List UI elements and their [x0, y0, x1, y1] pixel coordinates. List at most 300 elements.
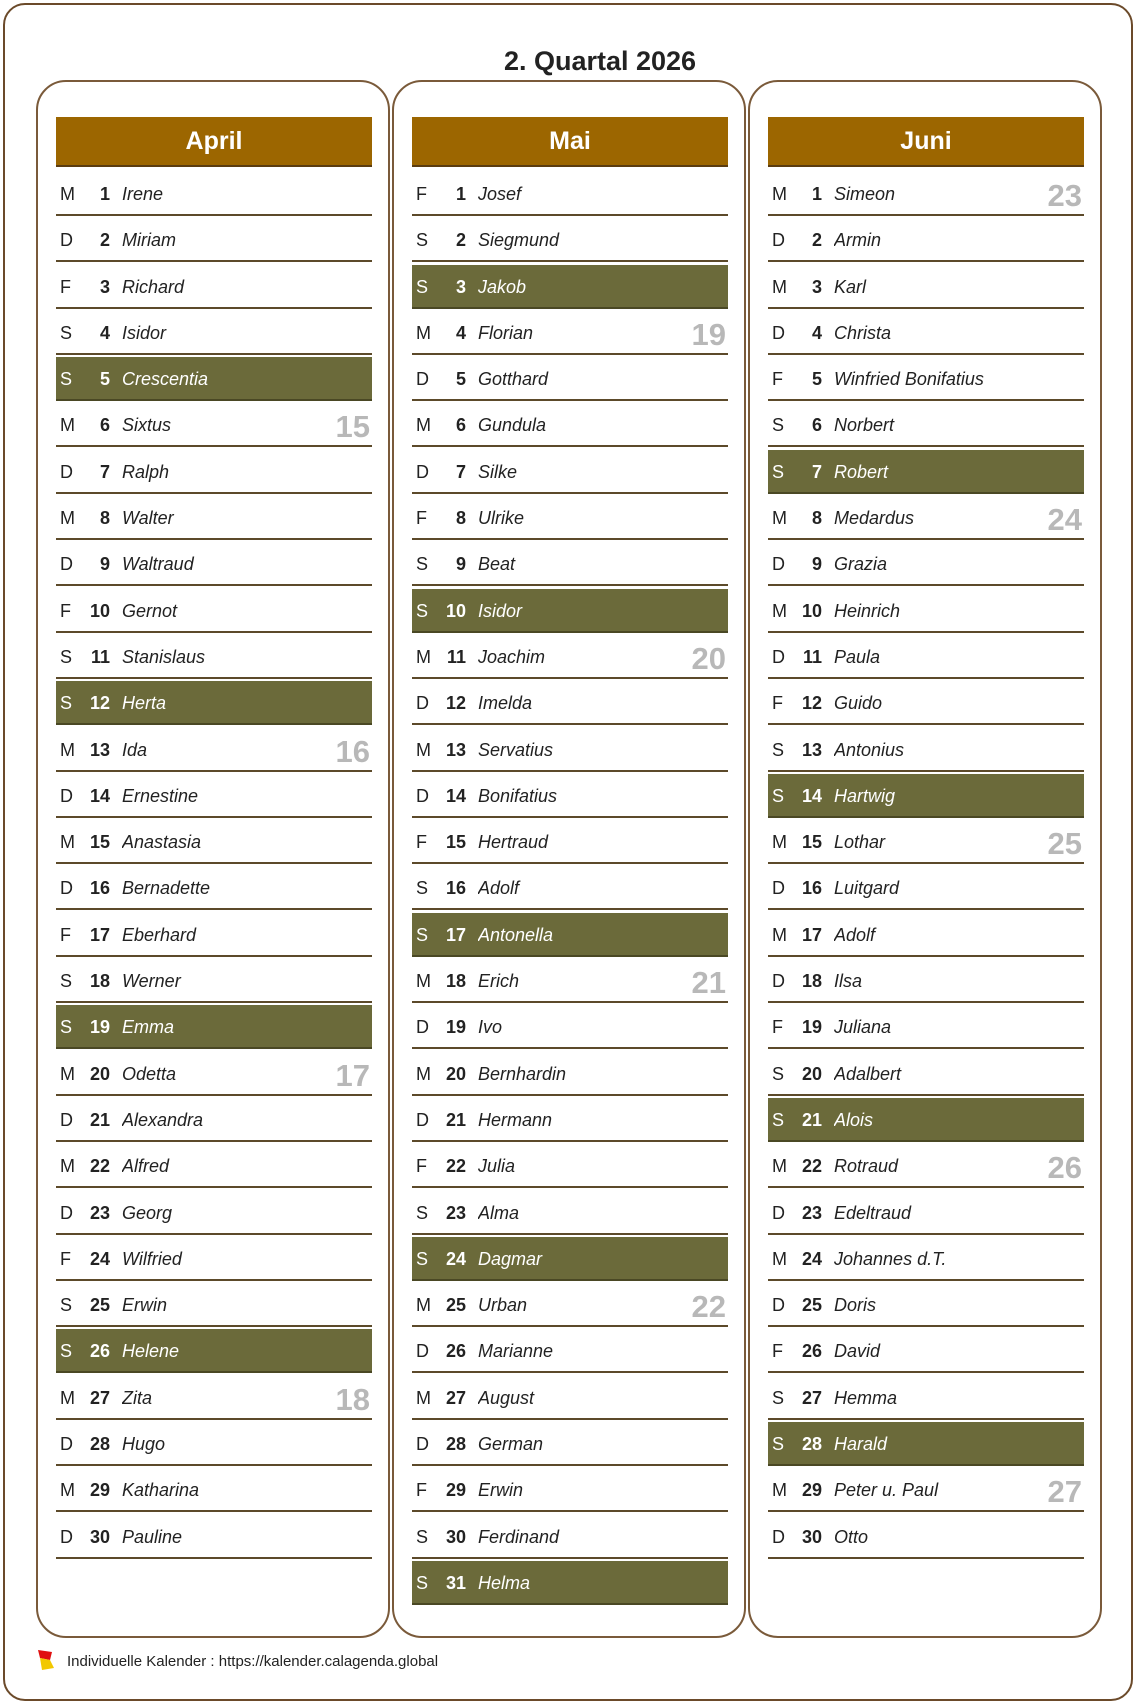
- day-row: [412, 218, 728, 262]
- weekday-letter: D: [60, 461, 73, 482]
- day-row-weekend: [768, 1422, 1084, 1466]
- weekday-letter: S: [60, 971, 73, 992]
- day-number: 28: [89, 1434, 110, 1455]
- week-number: 19: [691, 316, 726, 352]
- day-row: [768, 728, 1084, 772]
- day-number: 29: [445, 1480, 466, 1501]
- day-row-weekend: [56, 1329, 372, 1373]
- name-day: Silke: [478, 461, 518, 482]
- day-number: 10: [445, 600, 466, 621]
- week-number: 26: [1047, 1150, 1082, 1186]
- day-number: 19: [445, 1017, 466, 1038]
- weekday-letter: D: [772, 646, 785, 667]
- day-number: 18: [801, 971, 822, 992]
- weekday-letter: M: [772, 276, 787, 297]
- day-number: 13: [801, 739, 822, 760]
- day-row: [768, 1468, 1084, 1512]
- day-number: 11: [802, 646, 822, 667]
- day-number: 4: [811, 322, 822, 343]
- weekday-letter: F: [772, 1341, 783, 1362]
- day-number: 23: [801, 1202, 822, 1223]
- weekday-letter: D: [60, 1526, 73, 1547]
- name-day: Crescentia: [122, 369, 209, 390]
- weekday-letter: S: [772, 739, 785, 760]
- weekday-letter: F: [416, 508, 427, 529]
- name-day: Harald: [834, 1434, 888, 1455]
- day-row: [768, 1191, 1084, 1235]
- name-day: Medardus: [834, 508, 915, 529]
- day-number: 22: [89, 1156, 110, 1177]
- weekday-letter: M: [416, 1063, 431, 1084]
- day-row: [768, 265, 1084, 309]
- day-number: 19: [801, 1017, 822, 1038]
- day-row: [768, 1052, 1084, 1096]
- week-number: 23: [1047, 178, 1082, 213]
- day-row: [56, 172, 372, 216]
- day-number: 9: [455, 554, 466, 575]
- day-row: [56, 450, 372, 494]
- name-day: Peter u. Paul: [834, 1480, 939, 1501]
- day-row: [768, 1283, 1084, 1327]
- weekday-letter: S: [60, 322, 73, 343]
- day-number: 19: [89, 1017, 110, 1038]
- name-day: Florian: [478, 322, 534, 343]
- day-number: 21: [445, 1109, 466, 1130]
- weekday-letter: M: [772, 184, 787, 204]
- name-day: Miriam: [122, 230, 176, 251]
- day-number: 25: [445, 1295, 466, 1316]
- name-day: Winfried Bonifatius: [834, 369, 984, 390]
- day-row: [56, 1191, 372, 1235]
- name-day: Zita: [122, 1387, 153, 1408]
- name-day: Emma: [122, 1017, 175, 1038]
- name-day: Bernhardin: [478, 1063, 567, 1084]
- name-day: Adolf: [834, 924, 876, 945]
- name-day: Alfred: [122, 1156, 170, 1177]
- name-day: Anastasia: [122, 832, 202, 853]
- day-row: [412, 681, 728, 725]
- weekday-letter: D: [60, 554, 73, 575]
- day-number: 8: [99, 508, 110, 529]
- name-day: Georg: [122, 1202, 173, 1223]
- week-number: 25: [1047, 826, 1082, 862]
- name-day: Gernot: [122, 600, 178, 621]
- day-list: [412, 172, 728, 1607]
- day-row: [56, 728, 372, 772]
- day-row: [412, 1329, 728, 1373]
- weekday-letter: F: [60, 276, 71, 297]
- name-day: David: [834, 1341, 881, 1362]
- day-row: [768, 1144, 1084, 1188]
- name-day: Bernadette: [122, 878, 211, 899]
- day-row: [56, 311, 372, 355]
- weekday-letter: D: [416, 1109, 429, 1130]
- name-day: Hugo: [122, 1434, 166, 1455]
- name-day: Sixtus: [122, 415, 172, 436]
- weekday-letter: D: [772, 230, 785, 251]
- weekday-letter: S: [60, 693, 73, 714]
- month-header: April: [56, 117, 372, 165]
- calagenda-logo-icon: [38, 1650, 56, 1670]
- name-day: Edeltraud: [834, 1202, 912, 1223]
- day-row: [768, 866, 1084, 910]
- day-row: [768, 172, 1084, 216]
- name-day: Alois: [834, 1109, 874, 1130]
- weekday-letter: D: [416, 369, 429, 390]
- day-number: 1: [99, 184, 110, 204]
- name-day: Odetta: [122, 1063, 177, 1084]
- weekday-letter: S: [416, 276, 429, 297]
- day-row: [412, 1098, 728, 1142]
- weekday-letter: M: [60, 739, 75, 760]
- name-day: Erwin: [122, 1295, 168, 1316]
- day-number: 17: [445, 924, 466, 945]
- weekday-letter: M: [60, 184, 75, 204]
- month-header: Mai: [412, 117, 728, 165]
- day-row: [56, 589, 372, 633]
- day-row: [412, 866, 728, 910]
- name-day: Katharina: [122, 1480, 200, 1501]
- name-day: Ida: [122, 739, 148, 760]
- weekday-letter: S: [416, 1526, 429, 1547]
- day-row: [56, 1052, 372, 1096]
- name-day: Ralph: [122, 461, 170, 482]
- weekday-letter: S: [772, 461, 785, 482]
- weekday-letter: S: [416, 1248, 429, 1269]
- name-day: Siegmund: [478, 230, 560, 251]
- day-number: 15: [445, 832, 466, 853]
- day-number: 20: [801, 1063, 822, 1084]
- day-row: [412, 450, 728, 494]
- day-number: 28: [801, 1434, 822, 1455]
- weekday-letter: S: [416, 554, 429, 575]
- day-number: 12: [89, 693, 110, 714]
- week-number: 20: [691, 640, 726, 676]
- name-day: Paula: [834, 646, 881, 667]
- day-number: 26: [445, 1341, 466, 1362]
- weekday-letter: F: [416, 832, 427, 853]
- day-number: 3: [455, 276, 466, 297]
- day-row: [768, 959, 1084, 1003]
- day-number: 17: [801, 924, 822, 945]
- name-day: Ernestine: [122, 785, 199, 806]
- weekday-letter: M: [416, 971, 431, 992]
- day-number: 28: [445, 1434, 466, 1455]
- name-day: Guido: [834, 693, 883, 714]
- day-row-weekend: [56, 1005, 372, 1049]
- day-row: [412, 1422, 728, 1466]
- name-day: Hemma: [834, 1387, 898, 1408]
- day-row: [56, 1237, 372, 1281]
- week-number: 17: [335, 1057, 370, 1093]
- day-row-weekend: [412, 913, 728, 957]
- day-row-weekend: [412, 1561, 728, 1605]
- name-day: Werner: [122, 971, 181, 992]
- month-column-juni: [748, 80, 1102, 1638]
- name-day: Robert: [834, 461, 889, 482]
- day-number: 6: [99, 415, 110, 436]
- weekday-letter: M: [60, 1387, 75, 1408]
- day-number: 20: [89, 1063, 110, 1084]
- day-number: 21: [89, 1109, 110, 1130]
- day-number: 7: [811, 461, 822, 482]
- day-row: [412, 357, 728, 401]
- day-number: 14: [89, 785, 110, 806]
- day-number: 9: [811, 554, 822, 575]
- name-day: Waltraud: [122, 554, 194, 575]
- name-day: Isidor: [122, 322, 167, 343]
- name-day: Luitgard: [834, 878, 900, 899]
- name-day: Rotraud: [834, 1156, 899, 1177]
- name-day: Marianne: [478, 1341, 554, 1362]
- weekday-letter: D: [416, 1434, 429, 1455]
- day-number: 16: [89, 878, 110, 899]
- name-day: Erich: [478, 971, 520, 992]
- name-day: Otto: [834, 1526, 869, 1547]
- day-number: 25: [801, 1295, 822, 1316]
- day-number: 25: [89, 1295, 110, 1316]
- name-day: German: [478, 1434, 544, 1455]
- weekday-letter: D: [772, 878, 785, 899]
- week-number: 16: [335, 733, 370, 769]
- weekday-letter: D: [416, 1017, 429, 1038]
- name-day: Armin: [834, 230, 882, 251]
- day-row: [412, 1191, 728, 1235]
- day-number: 31: [445, 1572, 466, 1593]
- name-day: Alma: [478, 1202, 520, 1223]
- day-row: [412, 542, 728, 586]
- week-number: 27: [1047, 1474, 1082, 1510]
- day-number: 16: [801, 878, 822, 899]
- weekday-letter: D: [60, 1434, 73, 1455]
- day-row-weekend: [56, 681, 372, 725]
- weekday-letter: S: [416, 924, 429, 945]
- weekday-letter: S: [772, 1434, 785, 1455]
- day-row: [412, 728, 728, 772]
- day-number: 29: [89, 1480, 110, 1501]
- week-number: 21: [691, 965, 726, 1001]
- day-row: [56, 1283, 372, 1327]
- weekday-letter: D: [416, 1341, 429, 1362]
- day-row: [412, 1005, 728, 1049]
- weekday-letter: F: [772, 369, 783, 390]
- weekday-letter: M: [60, 415, 75, 436]
- weekday-letter: D: [60, 1109, 73, 1130]
- weekday-letter: D: [772, 554, 785, 575]
- day-row: [412, 1283, 728, 1327]
- day-list: [56, 172, 372, 1561]
- day-number: 18: [445, 971, 466, 992]
- weekday-letter: S: [416, 600, 429, 621]
- day-number: 30: [801, 1526, 822, 1547]
- day-row: [56, 635, 372, 679]
- day-number: 2: [455, 230, 466, 251]
- day-number: 20: [445, 1063, 466, 1084]
- day-row: [768, 635, 1084, 679]
- day-row: [768, 496, 1084, 540]
- day-row: [768, 1515, 1084, 1559]
- name-day: August: [478, 1387, 535, 1408]
- weekday-letter: D: [416, 785, 429, 806]
- weekday-letter: M: [772, 924, 787, 945]
- day-row: [56, 1515, 372, 1559]
- day-row: [56, 913, 372, 957]
- day-number: 3: [99, 276, 110, 297]
- day-row-weekend: [412, 265, 728, 309]
- day-number: 3: [811, 276, 822, 297]
- name-day: Christa: [834, 322, 892, 343]
- day-number: 29: [801, 1480, 822, 1501]
- name-day: Alexandra: [122, 1109, 204, 1130]
- name-day: Hartwig: [834, 785, 896, 806]
- day-row: [412, 1052, 728, 1096]
- weekday-letter: S: [60, 369, 73, 390]
- name-day: Erwin: [478, 1480, 524, 1501]
- day-number: 11: [90, 646, 110, 667]
- day-row: [412, 172, 728, 216]
- weekday-letter: S: [416, 1572, 429, 1593]
- name-day: Antonella: [478, 924, 554, 945]
- day-row: [768, 913, 1084, 957]
- weekday-letter: S: [60, 1341, 73, 1362]
- day-row-weekend: [412, 589, 728, 633]
- day-number: 2: [99, 230, 110, 251]
- name-day: Johannes d.T.: [834, 1248, 947, 1269]
- day-number: 7: [455, 461, 466, 482]
- weekday-letter: M: [772, 1156, 787, 1177]
- weekday-letter: F: [60, 924, 71, 945]
- day-row: [768, 542, 1084, 586]
- day-number: 23: [445, 1202, 466, 1223]
- name-day: Isidor: [478, 600, 523, 621]
- week-number: 15: [335, 409, 370, 445]
- name-day: Juliana: [834, 1017, 892, 1038]
- weekday-letter: D: [772, 1202, 785, 1223]
- day-row: [412, 959, 728, 1003]
- day-number: 13: [89, 739, 110, 760]
- day-row: [768, 218, 1084, 262]
- weekday-letter: D: [60, 230, 73, 251]
- day-number: 5: [99, 369, 110, 390]
- day-number: 13: [445, 739, 466, 760]
- day-row-weekend: [768, 450, 1084, 494]
- weekday-letter: M: [60, 1063, 75, 1084]
- weekday-letter: S: [60, 1017, 73, 1038]
- weekday-letter: F: [416, 1480, 427, 1501]
- name-day: Urban: [478, 1295, 528, 1316]
- day-row: [56, 866, 372, 910]
- weekday-letter: D: [60, 785, 73, 806]
- day-row: [56, 218, 372, 262]
- day-number: 30: [445, 1526, 466, 1547]
- day-row: [56, 542, 372, 586]
- day-number: 5: [811, 369, 822, 390]
- day-row: [768, 1005, 1084, 1049]
- name-day: Helma: [478, 1572, 531, 1593]
- name-day: Adalbert: [834, 1063, 902, 1084]
- day-row: [56, 265, 372, 309]
- day-row: [56, 1468, 372, 1512]
- day-number: 22: [445, 1156, 466, 1177]
- day-number: 18: [89, 971, 110, 992]
- weekday-letter: S: [60, 1295, 73, 1316]
- day-number: 4: [99, 322, 110, 343]
- day-number: 11: [446, 646, 466, 667]
- day-number: 24: [801, 1248, 822, 1269]
- day-number: 22: [801, 1156, 822, 1177]
- day-number: 27: [89, 1387, 110, 1408]
- day-number: 24: [89, 1248, 110, 1269]
- weekday-letter: S: [772, 785, 785, 806]
- day-row: [412, 774, 728, 818]
- name-day: Ivo: [478, 1017, 503, 1038]
- day-row: [56, 1376, 372, 1420]
- day-number: 9: [99, 554, 110, 575]
- name-day: Gotthard: [478, 369, 549, 390]
- day-row: [412, 820, 728, 864]
- weekday-letter: D: [60, 1202, 73, 1223]
- weekday-letter: M: [416, 646, 431, 667]
- day-number: 10: [89, 600, 110, 621]
- week-number: 18: [335, 1381, 370, 1417]
- name-day: Hertraud: [478, 832, 549, 853]
- name-day: Josef: [478, 184, 522, 204]
- day-row: [412, 1144, 728, 1188]
- day-number: 26: [89, 1341, 110, 1362]
- weekday-letter: F: [416, 184, 427, 204]
- weekday-letter: D: [416, 693, 429, 714]
- name-day: Karl: [834, 276, 867, 297]
- day-number: 2: [811, 230, 822, 251]
- day-row-weekend: [768, 774, 1084, 818]
- weekday-letter: D: [772, 1295, 785, 1316]
- name-day: Simeon: [834, 184, 896, 204]
- name-day: Joachim: [478, 646, 546, 667]
- name-day: Adolf: [478, 878, 520, 899]
- month-column-mai: [392, 80, 746, 1638]
- name-day: Eberhard: [122, 924, 197, 945]
- footer-link-text[interactable]: Individuelle Kalender : https://kalender.calagenda.global: [67, 1653, 439, 1670]
- day-row: [412, 1376, 728, 1420]
- day-number: 17: [89, 924, 110, 945]
- weekday-letter: M: [772, 832, 787, 853]
- name-day: Antonius: [834, 739, 905, 760]
- day-row: [412, 311, 728, 355]
- day-number: 6: [811, 415, 822, 436]
- day-list: [768, 172, 1084, 1561]
- day-number: 10: [801, 600, 822, 621]
- weekday-letter: D: [772, 971, 785, 992]
- weekday-letter: M: [416, 322, 431, 343]
- weekday-letter: S: [772, 1109, 785, 1130]
- day-row: [56, 820, 372, 864]
- name-day: Gundula: [478, 415, 547, 436]
- name-day: Irene: [122, 184, 164, 204]
- weekday-letter: F: [60, 1248, 71, 1269]
- weekday-letter: S: [416, 1202, 429, 1223]
- weekday-letter: M: [772, 508, 787, 529]
- name-day: Doris: [834, 1295, 877, 1316]
- day-number: 5: [455, 369, 466, 390]
- day-row: [56, 1098, 372, 1142]
- weekday-letter: F: [416, 1156, 427, 1177]
- weekday-letter: D: [60, 878, 73, 899]
- day-row: [768, 820, 1084, 864]
- weekday-letter: M: [772, 1248, 787, 1269]
- day-number: 27: [445, 1387, 466, 1408]
- day-row: [768, 357, 1084, 401]
- weekday-letter: M: [60, 508, 75, 529]
